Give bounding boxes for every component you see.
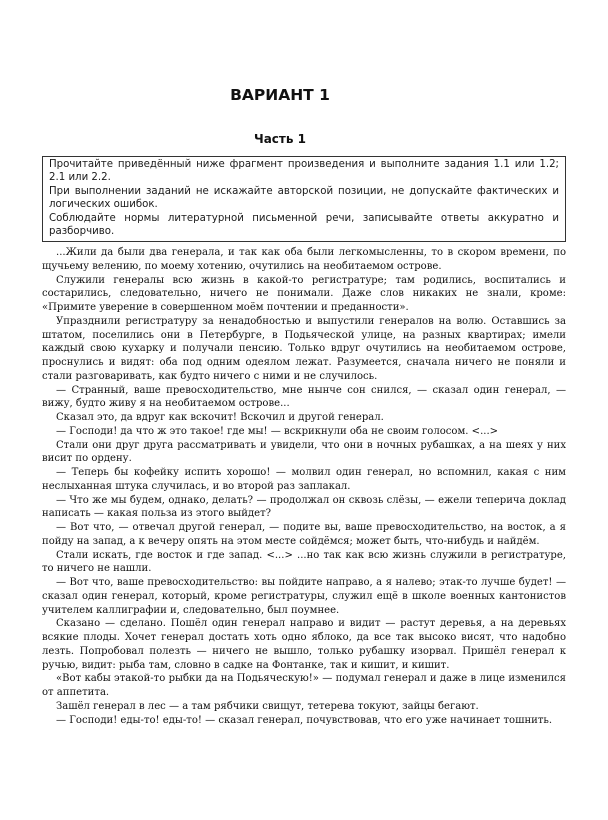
instruction-line: При выполнении заданий не искажайте авторской позиции, не допускайте фактических и логических ошибок. [49, 186, 559, 210]
variant-heading: ВАРИАНТ 1 [230, 86, 330, 104]
paragraph: Стали они друг друга рассматривать и увидели, что они в ночных рубашках, а на шеях у них висит по ордену. [42, 439, 566, 465]
paragraph: Сказано — сделано. Пошёл один генерал направо и видит — растут деревья, а на деревьях всякие плоды. Хочет генерал достать хоть одно яблоко, да все так высоко висят, что надобно лезть. Попробовал полезть — ничего не вышло, только рубашку изорвал. Пришёл генерал к ручью, видит: рыба там, словно в садке на Фонтанке, так и кишит, и кишит. [42, 618, 566, 671]
paragraph: «Вот кабы этакой-то рыбки да на Подьяческую!» — подумал генерал и даже в лице изменился от аппетита. [42, 673, 566, 698]
instructions-box [42, 156, 566, 242]
paragraph: Сказал это, да вдруг как вскочит! Вскочил и другой генерал. [56, 412, 384, 423]
paragraph: — Теперь бы кофейку испить хорошо! — молвил один генерал, но вспомнил, какая с ним неслыханная штука случилась, и во второй раз заплакал. [42, 467, 566, 492]
part-title: Часть 1 [254, 132, 306, 146]
paragraph: — Вот что, ваше превосходительство: вы пойдите направо, а я налево; этак-то лучше будет! — сказал один генерал, который, кроме регистратуры, служил ещё в школе военных кантонистов учителем каллиграфии и, следовательно, был поумнее. [42, 577, 566, 616]
paragraph: ...Жили да были два генерала, и так как оба были легкомысленны, то в скором времени, по щучьему велению, по моему хотению, очутились на необитаемом острове. [42, 247, 566, 272]
paragraph: — Господи! еды-то! еды-то! — сказал генерал, почувствовав, что его уже начинает тошнить. [56, 714, 553, 726]
paragraph: — Вот что, — отвечал другой генерал, — подите вы, ваше превосходительство, на восток, а я пойду на запад, а к вечеру опять на этом месте сойдёмся; может быть, что-нибудь и найдём. [42, 522, 566, 547]
paragraph: Служили генералы всю жизнь в какой-то регистратуре; там родились, воспитались и состарились, следовательно, ничего не понимали. Даже слов никаких не знали, кроме: «Примите уверение в совершенном моём почтении и преданности». [42, 274, 566, 313]
paragraph: Упразднили регистратуру за ненадобностью и выпустили генералов на волю. Оставшись за штатом, поселились они в Петербурге, в Подьяческой улице, на разных квартирах; имели каждый свою кухарку и получали пенсию. Только вдруг очутились на необитаемом острове, проснулись и видят: оба под одним одеялом лежат. Разумеется, сначала ничего не поняли и стали разговаривать, как будто ничего с ними и не случилось. [42, 315, 566, 382]
paragraph: — Что же мы будем, однако, делать? — продолжал он сквозь слёзы, — ежели теперича доклад написать — какая польза из этого выйдет? [42, 494, 566, 520]
paragraph: — Господи! да что ж это такое! где мы! — вскрикнули оба не своим голосом. <...> [56, 425, 499, 437]
instruction-line: Прочитайте приведённый ниже фрагмент произведения и выполните задания 1.1 или 1.2; 2.1 или 2.2. [49, 159, 559, 183]
instruction-line: Соблюдайте нормы литературной письменной речи, записывайте ответы аккуратно и разборчиво. [49, 213, 559, 237]
paragraph: — Странный, ваше превосходительство, мне нынче сон снился, — сказал один генерал, — вижу, будто живу я на необитаемом острове... [42, 384, 566, 410]
paragraph: Стали искать, где восток и где запад. <...> ...но так как всю жизнь служили в регистратуре, то ничего не нашли. [42, 549, 566, 575]
paragraph: Зашёл генерал в лес — а там рябчики свищут, тетерева токуют, зайцы бегают. [56, 700, 479, 712]
literary-excerpt [42, 246, 566, 727]
